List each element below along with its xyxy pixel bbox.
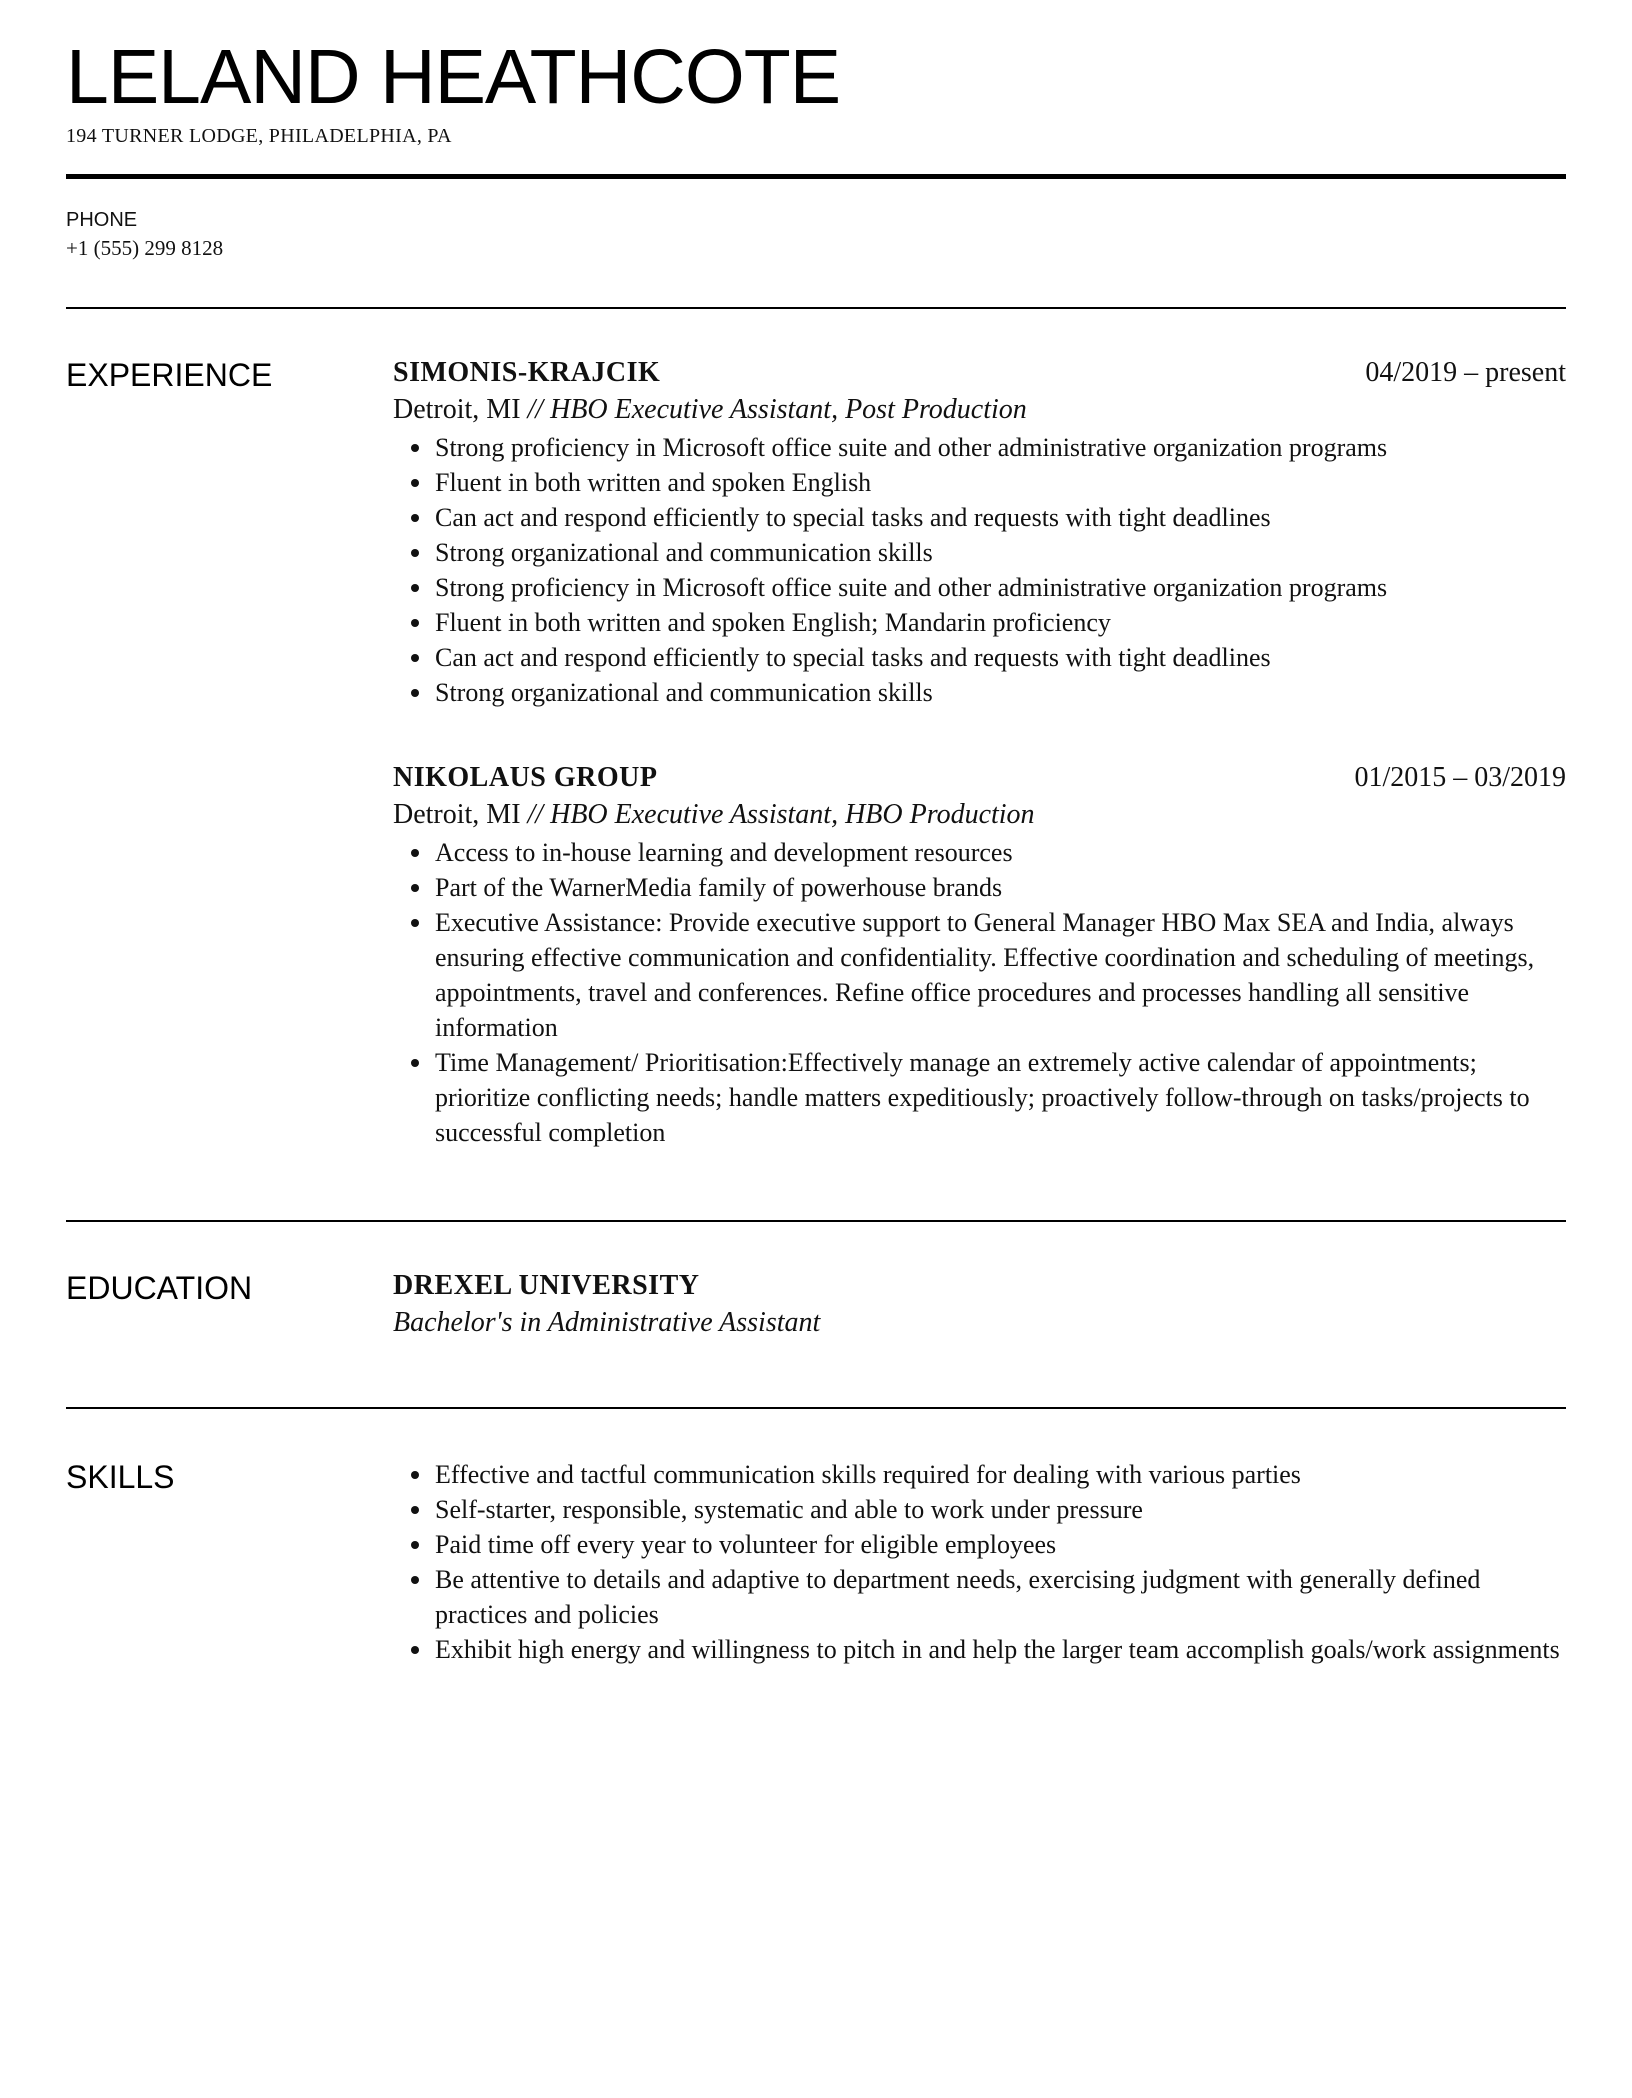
- job-location: Detroit, MI: [393, 394, 521, 425]
- list-item: Strong organizational and communication skills: [435, 535, 1566, 570]
- section-divider: [66, 307, 1566, 309]
- job-bullets: [393, 835, 1566, 1150]
- job-role: HBO Executive Assistant, Post Production: [550, 394, 1027, 425]
- job-subtitle: [393, 390, 1566, 430]
- list-item: Can act and respond efficiently to special tasks and requests with tight deadlines: [435, 640, 1566, 675]
- header-divider: [66, 174, 1566, 179]
- list-item: Fluent in both written and spoken English: [435, 465, 1566, 500]
- list-item: Self-starter, responsible, systematic and able to work under pressure: [435, 1492, 1566, 1527]
- section-title-skills: SKILLS: [66, 1459, 175, 1495]
- contact-block: [66, 207, 1566, 263]
- list-item: Strong organizational and communication skills: [435, 675, 1566, 710]
- phone-label: PHONE: [66, 209, 138, 231]
- job-entry: [393, 355, 1566, 710]
- skills-section: [66, 1457, 1566, 1667]
- job-bullets: [393, 430, 1566, 710]
- experience-section: [66, 355, 1566, 1150]
- job-subtitle: [393, 795, 1566, 835]
- job-header: [393, 355, 1566, 390]
- section-divider: [66, 1407, 1566, 1409]
- candidate-name: LELAND HEATHCOTE: [66, 34, 841, 120]
- list-item: Executive Assistance: Provide executive support to General Manager HBO Max SEA and India, always ensuring effective communication and confidentiality. Effective coordination and scheduling of meetings, appointments, travel and conferences. Refine office procedures and processes handling all sensitive information: [435, 905, 1566, 1045]
- job-dates: 01/2015 – 03/2019: [1354, 762, 1566, 793]
- section-title-experience: EXPERIENCE: [66, 357, 273, 393]
- list-item: Effective and tactful communication skills required for dealing with various parties: [435, 1457, 1566, 1492]
- list-item: Can act and respond efficiently to special tasks and requests with tight deadlines: [435, 500, 1566, 535]
- list-item: Fluent in both written and spoken English; Mandarin proficiency: [435, 605, 1566, 640]
- job-company: SIMONIS-KRAJCIK: [393, 357, 661, 388]
- job-separator: //: [527, 799, 544, 830]
- list-item: Paid time off every year to volunteer for eligible employees: [435, 1527, 1566, 1562]
- list-item: Strong proficiency in Microsoft office suite and other administrative organization programs: [435, 570, 1566, 605]
- job-dates: 04/2019 – present: [1365, 357, 1566, 388]
- candidate-address: 194 TURNER LODGE, PHILADELPHIA, PA: [66, 125, 452, 147]
- skills-list: [393, 1457, 1566, 1667]
- job-entry: [393, 760, 1566, 1150]
- list-item: Be attentive to details and adaptive to department needs, exercising judgment with generally defined practices and policies: [435, 1562, 1566, 1632]
- section-divider: [66, 1220, 1566, 1222]
- phone-value: +1 (555) 299 8128: [66, 236, 224, 260]
- list-item: Strong proficiency in Microsoft office suite and other administrative organization programs: [435, 430, 1566, 465]
- experience-list: [393, 355, 1566, 1150]
- education-entry: [393, 1268, 1566, 1343]
- job-header: [393, 760, 1566, 795]
- school-name: DREXEL UNIVERSITY: [393, 1270, 700, 1301]
- job-company: NIKOLAUS GROUP: [393, 762, 658, 793]
- list-item: Time Management/ Prioritisation:Effectively manage an extremely active calendar of appointments; prioritize conflicting needs; handle matters expeditiously; proactively follow-through on tasks/projects to successful completion: [435, 1045, 1566, 1150]
- job-role: HBO Executive Assistant, HBO Production: [550, 799, 1035, 830]
- skills-list-container: [393, 1457, 1566, 1667]
- list-item: Access to in-house learning and development resources: [435, 835, 1566, 870]
- degree-name: Bachelor's in Administrative Assistant: [393, 1307, 821, 1338]
- list-item: Part of the WarnerMedia family of powerhouse brands: [435, 870, 1566, 905]
- education-section: [66, 1268, 1566, 1343]
- job-location: Detroit, MI: [393, 799, 521, 830]
- section-title-education: EDUCATION: [66, 1270, 253, 1306]
- list-item: Exhibit high energy and willingness to pitch in and help the larger team accomplish goals/work assignments: [435, 1632, 1566, 1667]
- resume-header: [66, 32, 1566, 150]
- job-separator: //: [527, 394, 544, 425]
